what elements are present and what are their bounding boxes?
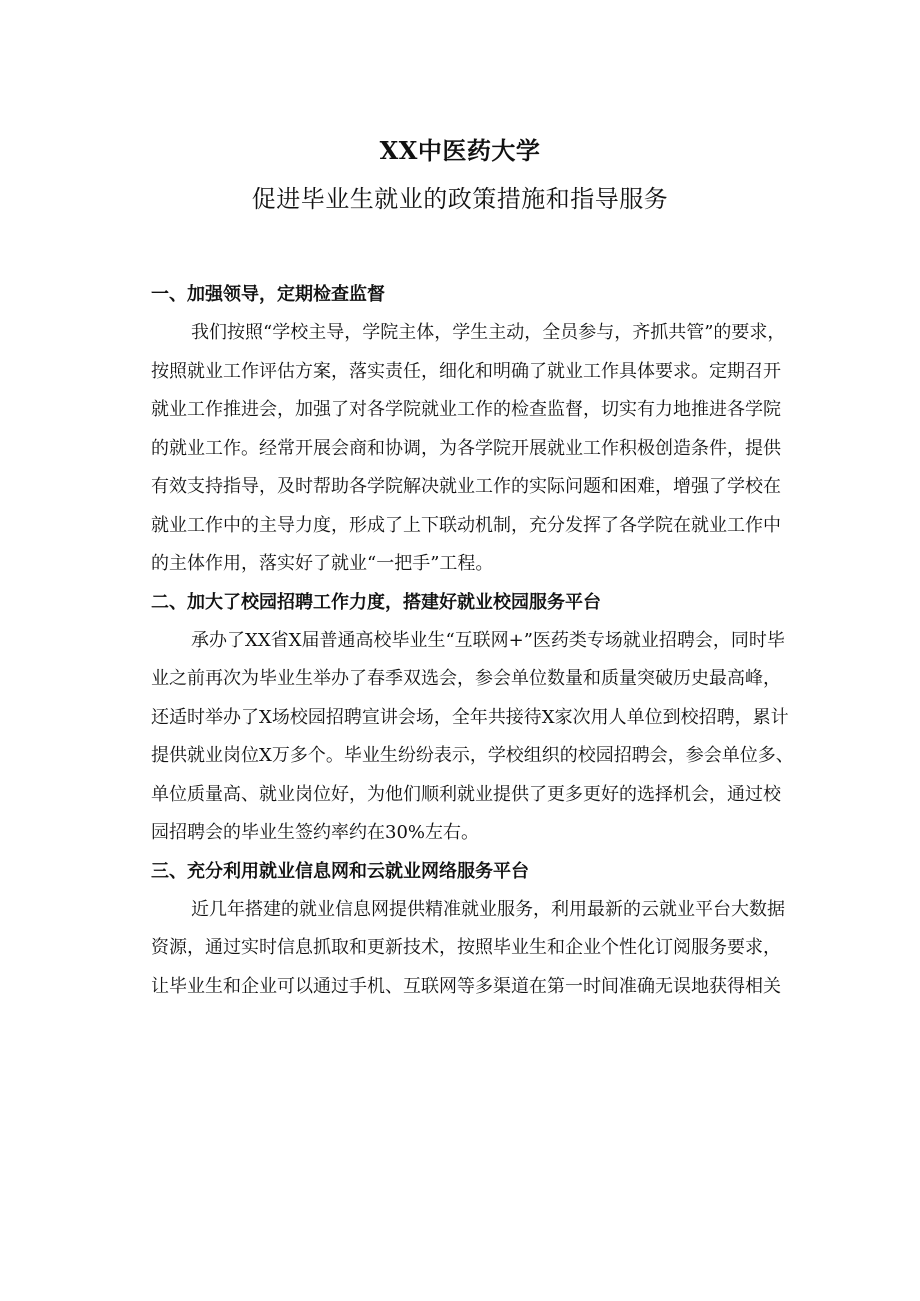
paragraph-line: 资源，通过实时信息抓取和更新技术，按照毕业生和企业个性化订阅服务要求， — [151, 937, 781, 958]
document-title — [0, 127, 920, 223]
section-heading-3: 三、充分利用就业信息网和云就业网络服务平台 — [151, 860, 529, 882]
paragraph-line: 近几年搭建的就业信息网提供精准就业服务，利用最新的云就业平台大数据 — [191, 898, 785, 920]
paragraph-line: 按照就业工作评估方案，落实责任，细化和明确了就业工作具体要求。定期召开 — [151, 360, 781, 382]
paragraph-line: 让毕业生和企业可以通过手机、互联网等多渠道在第一时间准确无误地获得相关 — [151, 975, 781, 997]
paragraph-line: 的主体作用，落实好了就业“一把手”工程。 — [151, 553, 494, 574]
paragraph-line: 我们按照“学校主导，学院主体，学生主动，全员参与，齐抓共管”的要求， — [191, 322, 786, 343]
section-paragraph-2 — [111, 622, 819, 853]
paragraph-line: 提供就业岗位X万多个。毕业生纷纷表示，学校组织的校园招聘会，参会单位多、 — [151, 745, 794, 766]
title-university: XX中医药大学 — [379, 136, 541, 165]
paragraph-line: 就业工作中的主导力度，形成了上下联动机制，充分发挥了各学院在就业工作中 — [151, 514, 781, 536]
paragraph-line: 的就业工作。经常开展会商和协调，为各学院开展就业工作积极创造条件，提供 — [151, 437, 781, 459]
paragraph-line: 单位质量高、就业岗位好，为他们顺利就业提供了更多更好的选择机会，通过校 — [151, 783, 781, 805]
section-paragraph-3 — [111, 891, 819, 1007]
paragraph-line: 承办了XX省X届普通高校毕业生“互联网+”医药类专场就业招聘会，同时毕 — [191, 629, 785, 651]
section-paragraph-1 — [111, 314, 819, 584]
paragraph-line: 就业工作推进会，加强了对各学院就业工作的检查监督，切实有力地推进各学院 — [151, 399, 781, 420]
document-body — [111, 276, 819, 1006]
paragraph-line: 园招聘会的毕业生签约率约在30%左右。 — [151, 822, 480, 843]
section-heading-2: 二、加大了校园招聘工作力度，搭建好就业校园服务平台 — [151, 591, 601, 613]
paragraph-line: 有效支持指导，及时帮助各学院解决就业工作的实际问题和困难，增强了学校在 — [151, 476, 781, 497]
title-subject: 促进毕业生就业的政策措施和指导服务 — [251, 185, 669, 213]
paragraph-line: 业之前再次为毕业生举办了春季双选会，参会单位数量和质量突破历史最高峰， — [151, 668, 781, 689]
section-heading-1: 一、加强领导，定期检查监督 — [151, 284, 385, 305]
paragraph-line: 还适时举办了X场校园招聘宣讲会场，全年共接待X家次用人单位到校招聘，累计 — [151, 706, 789, 728]
